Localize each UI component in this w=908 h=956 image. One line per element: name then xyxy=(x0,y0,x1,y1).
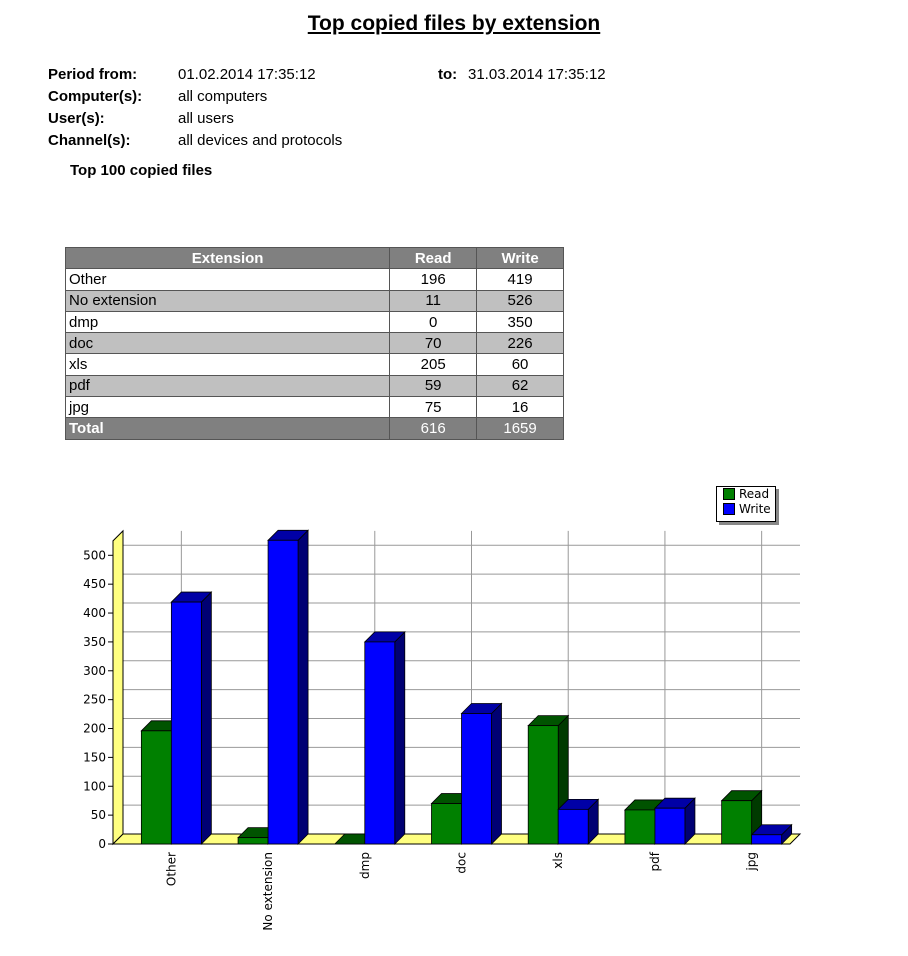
bar-write-side xyxy=(492,704,502,844)
cell-write: 16 xyxy=(477,397,564,418)
bar-write xyxy=(462,714,492,844)
table-row xyxy=(66,290,564,311)
x-category-label: jpg xyxy=(744,852,759,871)
cell-total-read: 616 xyxy=(390,418,477,439)
table-total-row xyxy=(66,418,564,439)
y-tick-label: 200 xyxy=(83,721,106,736)
y-tick-label: 50 xyxy=(90,808,106,823)
cell-read: 75 xyxy=(390,397,477,418)
y-tick-label: 100 xyxy=(83,779,106,794)
table-row xyxy=(66,311,564,332)
chart-left-wall xyxy=(113,531,123,844)
bar-read xyxy=(528,726,558,844)
cell-extension: doc xyxy=(66,333,390,354)
bar-write xyxy=(171,602,201,844)
cell-total-label: Total xyxy=(66,418,390,439)
users-value: all users xyxy=(178,110,234,127)
y-tick-label: 150 xyxy=(83,750,106,765)
x-category-label: pdf xyxy=(647,852,662,872)
y-tick-label: 0 xyxy=(98,837,106,851)
bar-write-side xyxy=(298,530,308,844)
bar-write xyxy=(365,642,395,844)
bar-write xyxy=(752,835,782,844)
cell-extension: xls xyxy=(66,354,390,375)
period-from-value: 01.02.2014 17:35:12 xyxy=(178,66,316,83)
y-tick-label: 450 xyxy=(83,577,106,592)
cell-read: 11 xyxy=(390,290,477,311)
bar-read xyxy=(238,838,268,844)
period-to-value: 31.03.2014 17:35:12 xyxy=(468,66,606,83)
table-row xyxy=(66,397,564,418)
cell-write: 526 xyxy=(477,290,564,311)
bar-write xyxy=(268,540,298,844)
y-tick-label: 500 xyxy=(83,548,106,563)
bar-read xyxy=(722,801,752,844)
extension-table xyxy=(65,247,564,440)
table-row xyxy=(66,375,564,396)
cell-write: 62 xyxy=(477,375,564,396)
cell-read: 196 xyxy=(390,269,477,290)
bar-write-side xyxy=(395,632,405,844)
bar-read xyxy=(141,731,171,844)
cell-extension: pdf xyxy=(66,375,390,396)
table-row xyxy=(66,354,564,375)
x-category-label: Other xyxy=(164,852,179,887)
column-header-extension: Extension xyxy=(66,248,390,269)
report-subtitle: Top 100 copied files xyxy=(70,162,213,179)
users-label: User(s): xyxy=(48,110,105,127)
cell-extension: No extension xyxy=(66,290,390,311)
channels-label: Channel(s): xyxy=(48,132,131,149)
x-category-label: doc xyxy=(454,852,469,874)
cell-read: 70 xyxy=(390,333,477,354)
table-row xyxy=(66,269,564,290)
legend-label-write: Write xyxy=(739,502,771,516)
bar-read xyxy=(625,810,655,844)
cell-total-write: 1659 xyxy=(477,418,564,439)
cell-write: 419 xyxy=(477,269,564,290)
y-tick-label: 250 xyxy=(83,692,106,707)
report-title: Top copied files by extension xyxy=(307,12,601,35)
y-tick-label: 300 xyxy=(83,663,106,678)
cell-extension: Other xyxy=(66,269,390,290)
x-category-label: xls xyxy=(551,852,566,869)
bar-write xyxy=(655,808,685,844)
computers-value: all computers xyxy=(178,88,268,105)
bar-write xyxy=(558,809,588,844)
cell-read: 205 xyxy=(390,354,477,375)
cell-extension: jpg xyxy=(66,397,390,418)
legend-label-read: Read xyxy=(739,487,770,501)
cell-write: 350 xyxy=(477,311,564,332)
x-category-label: dmp xyxy=(357,852,372,879)
period-to-label: to: xyxy=(438,66,458,83)
cell-extension: dmp xyxy=(66,311,390,332)
table-row xyxy=(66,333,564,354)
cell-read: 0 xyxy=(390,311,477,332)
y-tick-label: 350 xyxy=(83,634,106,649)
table-header-row xyxy=(66,248,564,269)
cell-write: 226 xyxy=(477,333,564,354)
bar-chart xyxy=(0,470,908,956)
cell-write: 60 xyxy=(477,354,564,375)
column-header-write: Write xyxy=(477,248,564,269)
column-header-read: Read xyxy=(390,248,477,269)
x-category-label: No extension xyxy=(261,852,276,931)
cell-read: 59 xyxy=(390,375,477,396)
bar-write-side xyxy=(201,592,211,844)
bar-read xyxy=(432,804,462,844)
y-tick-label: 400 xyxy=(83,606,106,621)
period-from-label: Period from: xyxy=(48,66,138,83)
channels-value: all devices and protocols xyxy=(178,132,343,149)
computers-label: Computer(s): xyxy=(48,88,143,105)
